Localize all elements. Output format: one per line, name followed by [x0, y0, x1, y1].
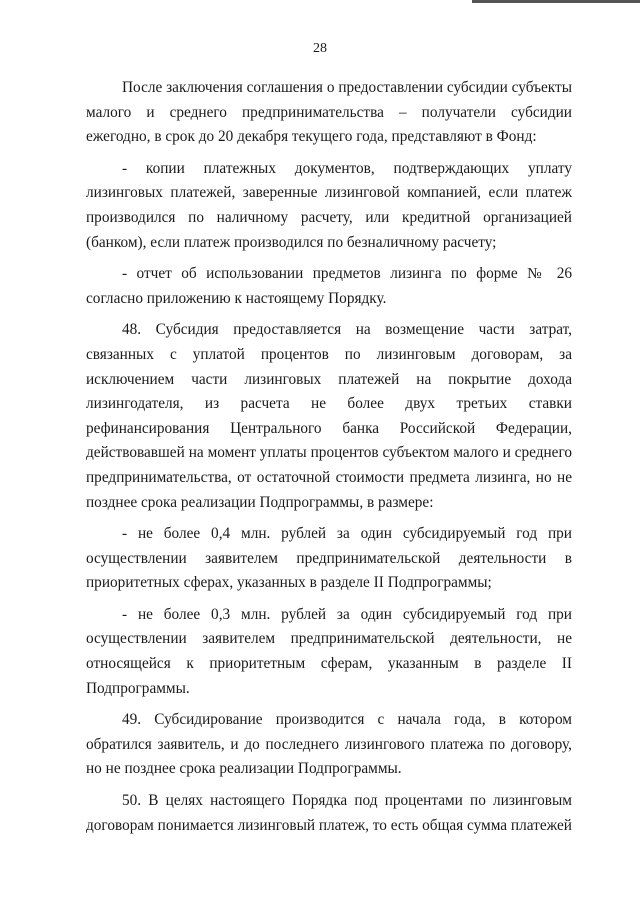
document-body	[86, 76, 572, 838]
paragraph-clause-50: 50. В целях настоящего Порядка под процентами по лизинговым договорам понимается лизинговый платеж, то есть общая сумма платежей	[86, 792, 572, 834]
paragraph-bullet-priority: - не более 0,4 млн. рублей за один субсидируемый год при осуществлении заявителем предпринимательской деятельности в приоритетных сферах, указанных в разделе II Подпрограммы;	[86, 525, 572, 592]
page-number: 28	[313, 41, 327, 56]
paragraph-bullet-report: - отчет об использовании предметов лизинга по форме № 26 согласно приложению к настоящему Порядку.	[86, 265, 572, 307]
paragraph-clause-48: 48. Субсидия предоставляется на возмещение части затрат, связанных с уплатой процентов по лизинговым договорам, за исключением части лизинговых платежей на покрытие дохода лизингодателя, из расчета не более двух третьих ставки рефинансирования Центрального банка Российской Федерации, действовавшей на момент уплаты процентов субъектом малого и среднего предпринимательства, от остаточной стоимости предмета лизинга, но не позднее срока реализации Подпрограммы, в размере:	[86, 321, 572, 511]
paragraph-bullet-non-priority: - не более 0,3 млн. рублей за один субсидируемый год при осуществлении заявителем предпринимательской деятельности, не относящейся к приоритетным сферам, указанным в разделе II Подпрограммы.	[86, 605, 572, 697]
paragraph-bullet-payment-docs: - копии платежных документов, подтверждающих уплату лизинговых платежей, заверенные лизинговой компанией, если платеж производился по наличному расчету, или кредитной организацией (банком), если платеж производился по безналичному расчету;	[86, 159, 572, 251]
top-edge-rule	[472, 0, 640, 3]
paragraph-intro: После заключения соглашения о предоставлении субсидии субъекты малого и среднего предпринимательства – получатели субсидии ежегодно, в срок до 20 декабря текущего года, представляют в Фонд:	[86, 79, 572, 146]
paragraph-clause-49: 49. Субсидирование производится с начала года, в котором обратился заявитель, и до последнего лизингового платежа по договору, но не позднее срока реализации Подпрограммы.	[86, 711, 572, 778]
